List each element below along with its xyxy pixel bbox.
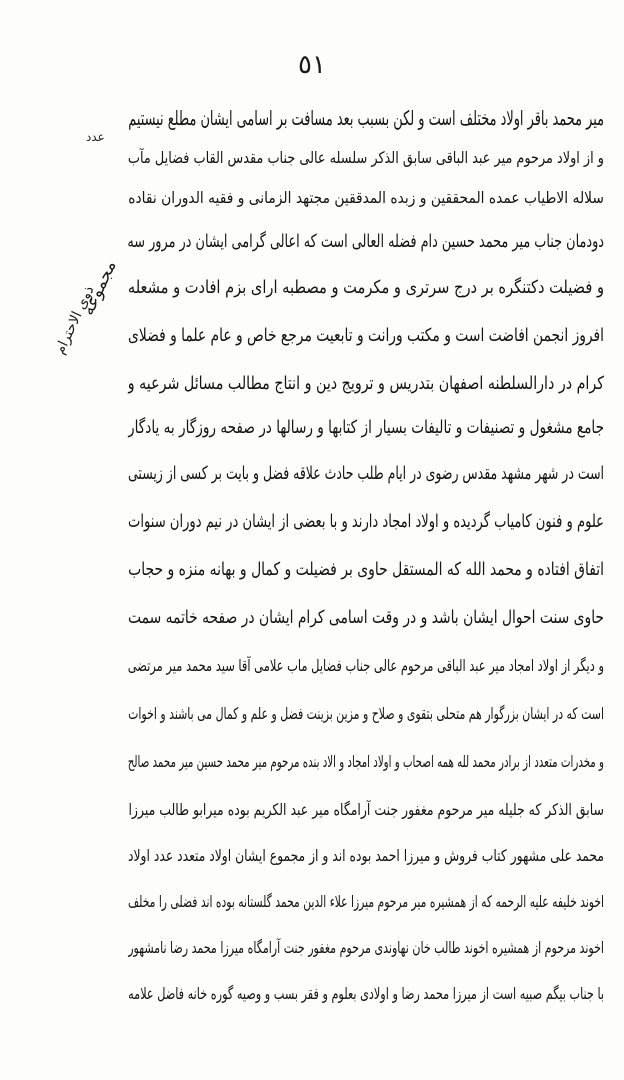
margin-note: [22, 120, 132, 380]
text-line: سابق الذکر که جلیله میر مرحوم مغفور جنت آرامگاه میر عبد الکریم بوده میرابو طالب میرزا: [128, 800, 604, 819]
text-line: و دیگر از اولاد امجاد میر عبد الباقی مرحوم عالی جناب فضایل ماب علامی آقا سید محمد میر مرتضی: [127, 656, 604, 675]
text-line: علوم و فنون کامیاب گردیده و اولاد امجاد دارند و با بعضی از ایشان در نیم دوران سنوات: [128, 511, 604, 532]
text-line: جامع مشغول و تصنیفات و تالیفات بسیار از کتابها و رسالها در صفحه روزگار به یادگار: [128, 417, 604, 438]
margin-note-line: ذوی الاحترام: [52, 283, 98, 357]
text-line: کرام در دارالسلطنه اصفهان بتدریس و ترویج دین و انتاج مطالب مسائل شرعیه و: [127, 373, 604, 394]
text-line: و مخدرات متعدد از برادر محمد لله همه اصحاب و اولاد امجاد و الاد بنده مرحوم میر محمد حسین میر محمد صالح: [127, 752, 604, 771]
text-line: میر محمد باقر اولاد مختلف است و لکن بسبب بعد مسافت بر اسامی ایشان مطلع نیستیم: [128, 106, 604, 130]
text-line: اخوند مرحوم از همشیره اخوند طالب خان نهاوندی مرحوم مغفور جنت آرامگاه میرزا محمد رضا نامشهور: [128, 938, 604, 957]
text-line: سلاله الاطیاب عمده المحققین و زبده المدققین مجتهد الزمانی و فقیه الدوران نقاده: [128, 188, 604, 207]
text-line: اتفاق افتاده و محمد الله که المستقل حاوی بر فضیلت و کمال و بهانه منزه و حجاب: [128, 559, 604, 580]
text-line: است در شهر مشهد مقدس رضوی در ایام طلب حادث علاقه فضل و بایت بر کسی از زیستی: [128, 463, 604, 484]
text-line: و از اولاد مرحوم میر عبد الباقی سابق الذکر سلسله عالی جناب مقدس القاب فضایل مآب: [127, 148, 604, 167]
text-line: با جناب بیگم صبیه است از میرزا محمد رضا و اولادی بعلوم و فقر بسب و وصیه گوره خانه فاضل علامه: [128, 984, 604, 1003]
margin-note-heading: عدد: [86, 130, 105, 144]
text-line: است که در ایشان بزرگوار هم متحلی بتقوی و صلاح و مزین بزینت فضل و علم و کمال می باشند و اخوات: [128, 704, 604, 723]
text-line: اخوند خلیفه علیه الرحمه که از همشیره میر مرحوم میرزا علاء الدین محمد گلستانه بوده اند فضلی را مخلف: [128, 892, 604, 911]
text-line: و فضیلت دکتنگره بر درج سرتری و مکرمت و مصطبه ارای بزم افادت و مشعله: [127, 277, 604, 298]
text-line: افروز انجمن افاضت است و مکتب ورانت و تابعیت مرجع خاص و عام علما و فضلای: [128, 325, 604, 346]
text-line: دودمان جناب میر محمد حسین دام فضله العالی است که اعالی گرامی ایشان در مرور سه: [127, 231, 604, 252]
text-line: حاوی سنت احوال ایشان باشد و در وقت اسامی کرام ایشان در صفحه خاتمه سمت: [128, 607, 604, 628]
margin-note-line: مجموعه: [78, 257, 121, 319]
manuscript-text-block: [128, 98, 604, 1018]
text-line: محمد علی مشهور کتاب فروش و میرزا احمد بوده اند و از مجموع ایشان اولاد متعدد عدد اولاد: [128, 846, 604, 865]
page-number: ٥١: [298, 50, 326, 80]
